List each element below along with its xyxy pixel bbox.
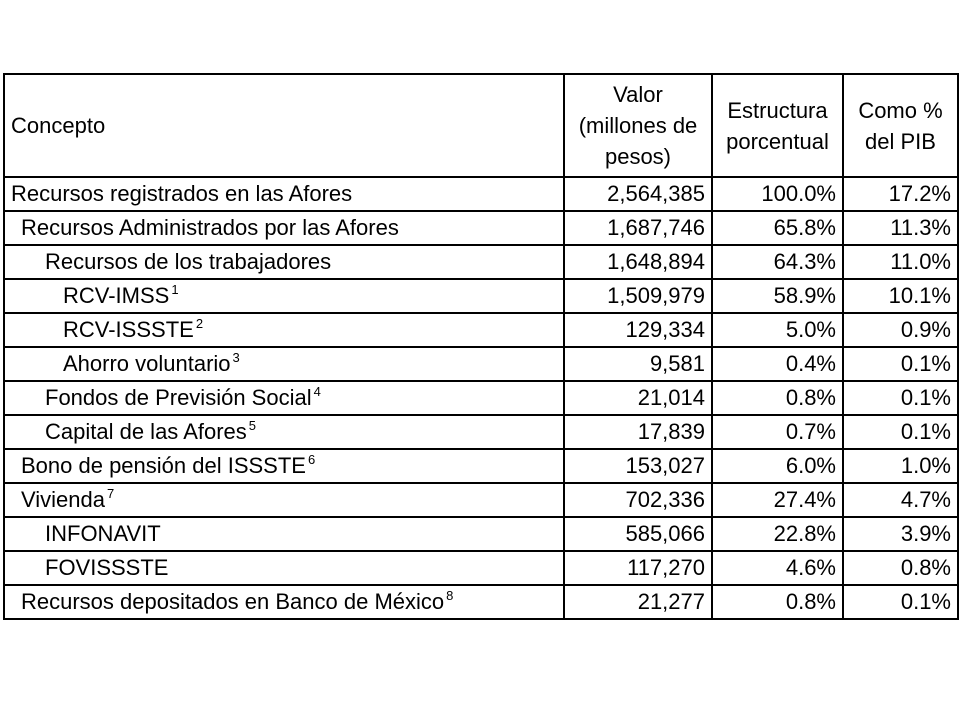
concepto-label: RCV-IMSS <box>63 283 170 308</box>
concepto-label: Ahorro voluntario <box>63 351 231 376</box>
estructura-cell: 58.9% <box>712 279 843 313</box>
pib-cell: 10.1% <box>843 279 958 313</box>
concepto-cell <box>4 551 564 585</box>
table-row <box>4 313 958 347</box>
estructura-cell: 0.7% <box>712 415 843 449</box>
pib-cell: 0.8% <box>843 551 958 585</box>
table-row <box>4 279 958 313</box>
concepto-cell <box>4 517 564 551</box>
table-row <box>4 177 958 211</box>
estructura-cell: 0.8% <box>712 585 843 619</box>
concepto-cell <box>4 585 564 619</box>
concepto-cell <box>4 279 564 313</box>
valor-cell: 153,027 <box>564 449 712 483</box>
concepto-cell <box>4 415 564 449</box>
estructura-cell: 4.6% <box>712 551 843 585</box>
footnote-marker: 8 <box>446 588 454 603</box>
concepto-cell <box>4 483 564 517</box>
pib-cell: 0.1% <box>843 415 958 449</box>
valor-cell: 1,509,979 <box>564 279 712 313</box>
concepto-cell <box>4 245 564 279</box>
table-row <box>4 381 958 415</box>
estructura-cell: 65.8% <box>712 211 843 245</box>
concepto-label: Bono de pensión del ISSSTE <box>21 453 306 478</box>
valor-cell: 9,581 <box>564 347 712 381</box>
valor-cell: 17,839 <box>564 415 712 449</box>
pib-cell: 11.0% <box>843 245 958 279</box>
pib-cell: 1.0% <box>843 449 958 483</box>
valor-cell: 702,336 <box>564 483 712 517</box>
concepto-cell <box>4 449 564 483</box>
footnote-marker: 1 <box>171 282 179 297</box>
footnote-marker: 7 <box>107 486 115 501</box>
concepto-label: Recursos registrados en las Afores <box>11 181 353 206</box>
table-row <box>4 415 958 449</box>
valor-cell: 585,066 <box>564 517 712 551</box>
valor-cell: 117,270 <box>564 551 712 585</box>
valor-cell: 1,648,894 <box>564 245 712 279</box>
footnote-marker: 2 <box>195 316 204 331</box>
pib-cell: 17.2% <box>843 177 958 211</box>
estructura-cell: 64.3% <box>712 245 843 279</box>
concepto-label: FOVISSSTE <box>45 555 169 580</box>
header-pib: Como % del PIB <box>843 74 958 177</box>
concepto-label: RCV-ISSSTE <box>63 317 194 342</box>
concepto-label: Recursos Administrados por las Afores <box>21 215 399 240</box>
valor-cell: 21,014 <box>564 381 712 415</box>
pib-cell: 0.1% <box>843 585 958 619</box>
header-estructura: Estructura porcentual <box>712 74 843 177</box>
table-row <box>4 517 958 551</box>
table-row <box>4 483 958 517</box>
concepto-label: INFONAVIT <box>45 521 161 546</box>
concepto-cell <box>4 211 564 245</box>
concepto-label: Recursos de los trabajadores <box>45 249 332 274</box>
footnote-marker: 6 <box>307 452 316 467</box>
concepto-label: Recursos depositados en Banco de México <box>21 589 445 614</box>
pib-cell: 4.7% <box>843 483 958 517</box>
header-row <box>4 74 958 177</box>
footnote-marker: 4 <box>313 384 321 399</box>
estructura-cell: 22.8% <box>712 517 843 551</box>
concepto-cell <box>4 177 564 211</box>
valor-cell: 2,564,385 <box>564 177 712 211</box>
pib-cell: 0.1% <box>843 381 958 415</box>
estructura-cell: 5.0% <box>712 313 843 347</box>
table-row <box>4 449 958 483</box>
table-body <box>4 177 958 619</box>
valor-cell: 1,687,746 <box>564 211 712 245</box>
header-concepto: Concepto <box>4 74 564 177</box>
footnote-marker: 3 <box>232 350 240 365</box>
concepto-cell <box>4 313 564 347</box>
pib-cell: 11.3% <box>843 211 958 245</box>
estructura-cell: 0.8% <box>712 381 843 415</box>
concepto-label: Capital de las Afores <box>45 419 247 444</box>
table-row <box>4 551 958 585</box>
afores-resources-table <box>3 73 959 620</box>
estructura-cell: 27.4% <box>712 483 843 517</box>
concepto-cell <box>4 381 564 415</box>
concepto-label: Fondos de Previsión Social <box>45 385 312 410</box>
valor-cell: 21,277 <box>564 585 712 619</box>
footnote-marker: 5 <box>248 418 257 433</box>
header-valor: Valor (millones de pesos) <box>564 74 712 177</box>
estructura-cell: 100.0% <box>712 177 843 211</box>
table-row <box>4 245 958 279</box>
table-row <box>4 585 958 619</box>
table-row <box>4 211 958 245</box>
estructura-cell: 6.0% <box>712 449 843 483</box>
pib-cell: 0.9% <box>843 313 958 347</box>
pib-cell: 0.1% <box>843 347 958 381</box>
pib-cell: 3.9% <box>843 517 958 551</box>
table-row <box>4 347 958 381</box>
concepto-label: Vivienda <box>21 487 105 512</box>
estructura-cell: 0.4% <box>712 347 843 381</box>
concepto-cell <box>4 347 564 381</box>
valor-cell: 129,334 <box>564 313 712 347</box>
